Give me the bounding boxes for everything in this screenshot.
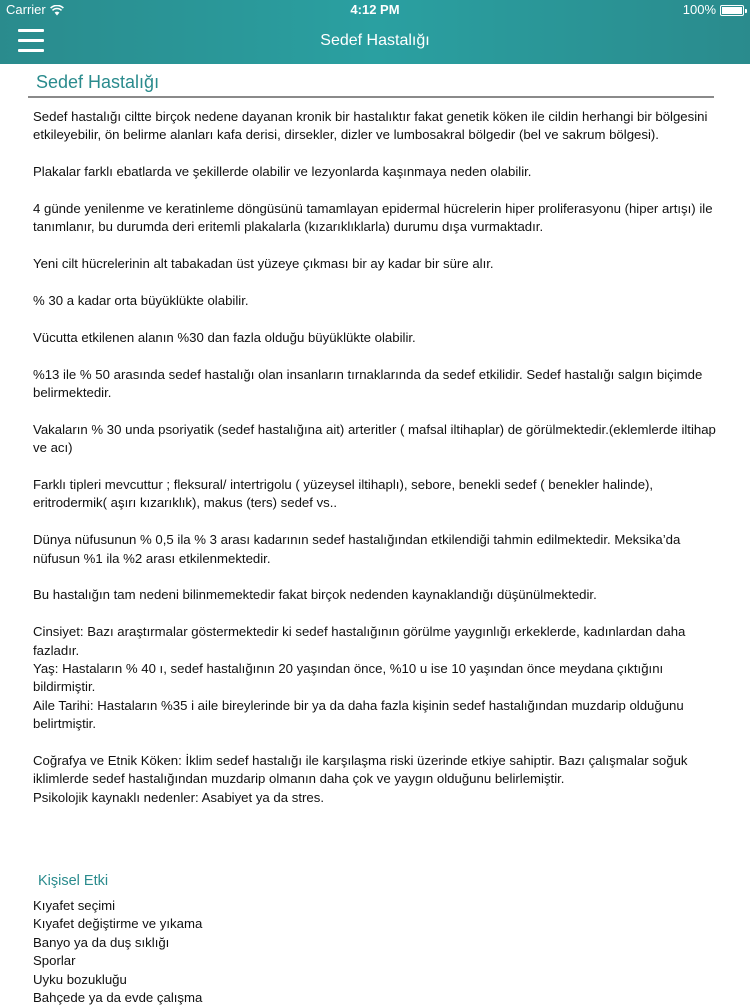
battery-percent: 100% (682, 2, 716, 17)
paragraph: 4 günde yenilenme ve keratinleme döngüsünü tamamlayan epidermal hücrelerin hiper proliferasyonu (hiper artışı) ile tanımlanır, bu durumda deri eritemli plakalarla (kızarıklıklarla) durumu dışa vurmaktadır. (33, 201, 713, 235)
status-time: 4:12 PM (350, 2, 400, 17)
personal-effects-list (33, 897, 202, 1007)
article-title: Sedef Hastalığı (36, 72, 160, 92)
paragraph: Cinsiyet: Bazı araştırmalar göstermektedir ki sedef hastalığının görülme yaygınlığı erkeklerde, kadınlardan daha fazladır. Yaş: Hastaların % 40 ı, sedef hastalığının 20 yaşından önce, %10 u ise 10 yaşından önce meydana çıktığını bildirmiştir. Aile Tarihi: Hastaların %35 i aile bireylerinde bir ya da daha fazla kişinin sedef hastalığından muzdarip olduğunu belirtmiştir. (33, 624, 686, 732)
status-bar (0, 0, 750, 20)
paragraph: Sedef hastalığı ciltte birçok nedene dayanan kronik bir hastalıktır fakat genetik köken ile cildin herhangi bir bölgesini etkileyebilir, ön belirme alanları kafa derisi, dirsekler, dizler ve lumbosakral bölgedir (bel ve sakrum bölgesi). (33, 109, 708, 143)
list-item: Bahçede ya da evde çalışma (33, 990, 203, 1006)
paragraph: Vakaların % 30 unda psoriyatik (sedef hastalığına ait) arteritler ( mafsal iltihaplar) de görülmektedir.(eklemlerde iltihap ve acı) (33, 421, 716, 456)
article-body (33, 108, 723, 807)
paragraph: Vücutta etkilenen alanın %30 dan fazla olduğu büyüklükte olabilir. (33, 329, 416, 345)
paragraph: Coğrafya ve Etnik Köken: İklim sedef hastalığı ile karşılaşma riski üzerinde etkiye sahiptir. Bazı çalışmalar soğuk iklimlerde sedef hastalığından muzdarip olmanın daha çok ve yaygın olduğunu belirlemiştir. Psikolojik kaynaklı nedenler: Asabiyet ya da stres. (33, 753, 688, 805)
paragraph: Bu hastalığın tam nedeni bilinmemektedir fakat birçok nedenden kaynaklandığı düşünülmektedir. (33, 587, 597, 603)
paragraph: Farklı tipleri mevcuttur ; fleksural/ intertrigolu ( yüzeysel iltihaplı), sebore, benekli sedef ( benekler halinde), eritrodermik( aşırı kızarıklık), makus (ters) sedef vs.. (33, 477, 654, 511)
list-item: Kıyafet seçimi (33, 898, 116, 913)
list-item: Banyo ya da duş sıklığı (33, 934, 170, 950)
navigation-bar (0, 20, 750, 64)
paragraph: %13 ile % 50 arasında sedef hastalığı olan insanların tırnaklarında da sedef etkilidir. Sedef hastalığı salgın biçimde belirmektedir. (33, 366, 703, 400)
nav-title: Sedef Hastalığı (320, 32, 430, 49)
paragraph: Yeni cilt hücrelerinin alt tabakadan üst yüzeye çıkması bir ay kadar bir süre alır. (33, 256, 494, 272)
list-item: Sporlar (33, 953, 76, 969)
carrier-label: Carrier (6, 2, 46, 17)
list-item: Kıyafet değiştirme ve yıkama (33, 916, 203, 932)
battery-icon (720, 5, 744, 16)
top-bar (0, 0, 750, 64)
paragraph: % 30 a kadar orta büyüklükte olabilir. (33, 293, 249, 308)
list-item: Uyku bozukluğu (33, 971, 127, 987)
title-divider (28, 96, 714, 98)
personal-effects-title: Kişisel Etki (38, 873, 109, 889)
paragraph: Dünya nüfusunun % 0,5 ila % 3 arası kadarının sedef hastalığından etkilendiği tahmin edilmektedir. Meksika’da nüfusun %1 ila %2 arası etkilenmektedir. (33, 532, 681, 566)
paragraph: Plakalar farklı ebatlarda ve şekillerde olabilir ve lezyonlarda kaşınmaya neden olabilir. (33, 164, 532, 180)
battery-indicator (683, 0, 744, 20)
